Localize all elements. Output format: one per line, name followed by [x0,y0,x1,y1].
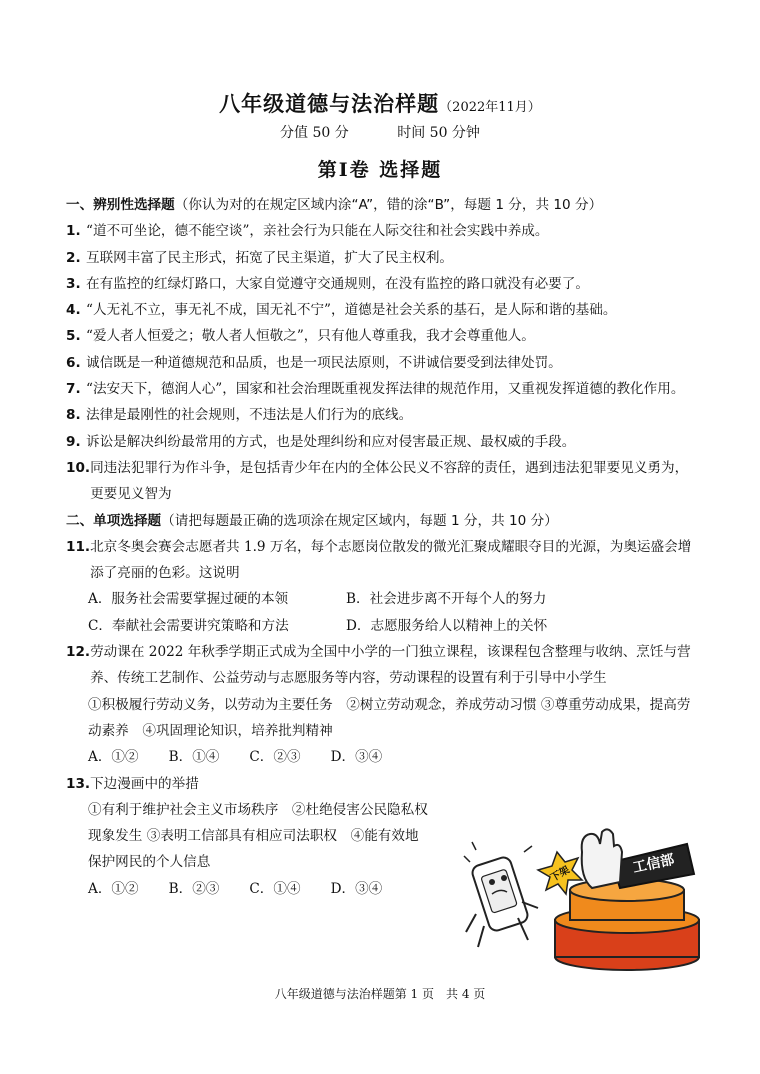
judge-item-number: 5. [66,328,81,345]
q11-options-row2 [66,613,698,639]
hand-shape [582,829,622,888]
q11-options-row1 [66,586,698,612]
judge-item-text: “道不可坐论，德不能空谈”，亲社会行为只能在人际交往和社会实践中养成。 [86,223,549,240]
question-11 [66,534,698,587]
option-a[interactable]: A．①② [88,749,139,766]
judge-item-text: 诉讼是解决纠纷最常用的方式，也是处理纠纷和应对侵害最正规、最权威的手段。 [86,433,576,450]
section1-instruction: （你认为对的在规定区域内涂“A”，错的涂“B”，每题 1 分，共 10 分） [174,197,603,213]
judge-item-text: 诚信既是一种道德规范和品质，也是一项民法原则，不讲诚信要受到法律处罚。 [86,354,562,371]
page-footer: 八年级道德与法治样题第 1 页 共 4 页 [274,987,486,1001]
question-stem: 劳动课在 2022 年秋季学期正式成为全国中小学的一门独立课程，该课程包含整理与收纳、烹饪与营养、传统工艺制作、公益劳动与志愿服务等内容，劳动课程的设置有利于引导中小学生 [90,644,691,687]
judge-item-text: 在有监控的红绿灯路口，大家自觉遵守交通规则，在没有监控的路口就没有必要了。 [86,275,589,292]
cartoon-illustration [462,822,702,972]
q13-statements: ①有利于维护社会主义市场秩序 ②杜绝侵害公民隐私权现象发生 ③表明工信部具有相应司法职权 ④能有效地保护网民的个人信息 [88,801,428,871]
question-content [66,192,698,902]
section1-header [66,192,698,218]
section2-header [66,508,698,534]
judge-item [66,271,698,297]
question-12 [66,639,698,692]
judge-item-text: “法安天下，德润人心”，国家和社会治理既重视发挥法律的规范作用，又重视发挥道德的教化作用。 [86,381,685,398]
judge-item-number: 7. [66,381,81,398]
option-b[interactable]: B．社会进步离不开每个人的努力 [346,591,547,608]
question-number: 11. [66,538,91,555]
question-number: 12. [66,644,91,661]
option-c[interactable]: C．①④ [249,880,301,897]
judge-item-number: 3. [66,275,81,292]
judge-item-number: 1. [66,223,81,240]
option-d[interactable]: D．③④ [330,880,383,897]
judge-item-number: 4. [66,302,81,319]
judge-item [66,297,698,323]
question-stem: 北京冬奥会赛会志愿者共 1.9 万名，每个志愿岗位散发的微光汇聚成耀眼夺目的光源，为奥运盛会增添了亮丽的色彩。这说明 [90,538,692,582]
judge-item-number: 2. [66,249,81,266]
judge-item-text: 法律是最刚性的社会规则，不违法是人们行为的底线。 [86,407,413,424]
phone-character [464,842,538,947]
exam-meta [0,122,760,142]
section2-instruction: （请把每题最正确的选项涂在规定区域内，每题 1 分，共 10 分） [161,512,558,529]
page-title [0,88,760,118]
section2-heading: 二、单项选择题 [66,512,162,529]
score-info: 分值 50 分 [280,125,349,141]
time-info: 时间 50 分钟 [397,125,480,141]
judge-item [66,323,698,349]
title-main: 八年级道德与法治样题 [219,91,440,116]
judge-item-text: 同违法犯罪行为作斗争，是包括青少年在内的全体公民义不容辞的责任，遇到违法犯罪要见义勇为，更要见义智为 [90,459,689,503]
judge-item [66,350,698,376]
question-stem: 下边漫画中的举措 [90,775,199,792]
judge-item [66,455,698,508]
option-d[interactable]: D．③④ [330,749,383,766]
dept-label: 工信部 [631,851,676,877]
q12-statements: ①积极履行劳动义务，以劳动为主要任务 ②树立劳动观念，养成劳动习惯 ③尊重劳动成果，提高劳动素养 ④巩固理论知识，培养批判精神 [88,696,691,739]
judge-item [66,429,698,455]
volume-heading: 第Ⅰ卷 选择题 [317,159,443,181]
option-d[interactable]: D．志愿服务给人以精神上的关怀 [346,617,548,634]
judge-item-number: 9. [66,433,81,450]
option-a[interactable]: A．①② [88,880,139,897]
stamp-label: 下架 [548,864,572,885]
option-a[interactable]: A．服务社会需要掌握过硬的本领 [88,591,289,608]
judge-item [66,402,698,428]
judge-item-text: “人无礼不立，事无礼不成，国无礼不宁”，道德是社会关系的基石，是人际和谐的基础。 [86,302,617,319]
judge-item-number: 8. [66,407,81,424]
section1-heading: 一、辨别性选择题 [66,197,175,213]
judge-item-number: 10. [66,459,91,476]
podium-shape [555,879,699,970]
option-c[interactable]: C．②③ [249,749,301,766]
judge-item [66,218,698,244]
option-b[interactable]: B．②③ [168,880,220,897]
judge-item-text: 互联网丰富了民主形式，拓宽了民主渠道，扩大了民主权利。 [86,249,454,266]
question-number: 13. [66,775,91,792]
judge-item-text: “爱人者人恒爱之；敬人者人恒敬之”，只有他人尊重我，我才会尊重他人。 [86,328,535,345]
judge-item [66,376,698,402]
option-b[interactable]: B．①④ [168,749,220,766]
q12-options [66,744,698,770]
title-date: （2022年11月） [439,100,541,115]
option-c[interactable]: C．奉献社会需要讲究策略和方法 [88,617,289,634]
judge-item-number: 6. [66,354,81,371]
judge-item [66,245,698,271]
question-13 [66,771,698,797]
